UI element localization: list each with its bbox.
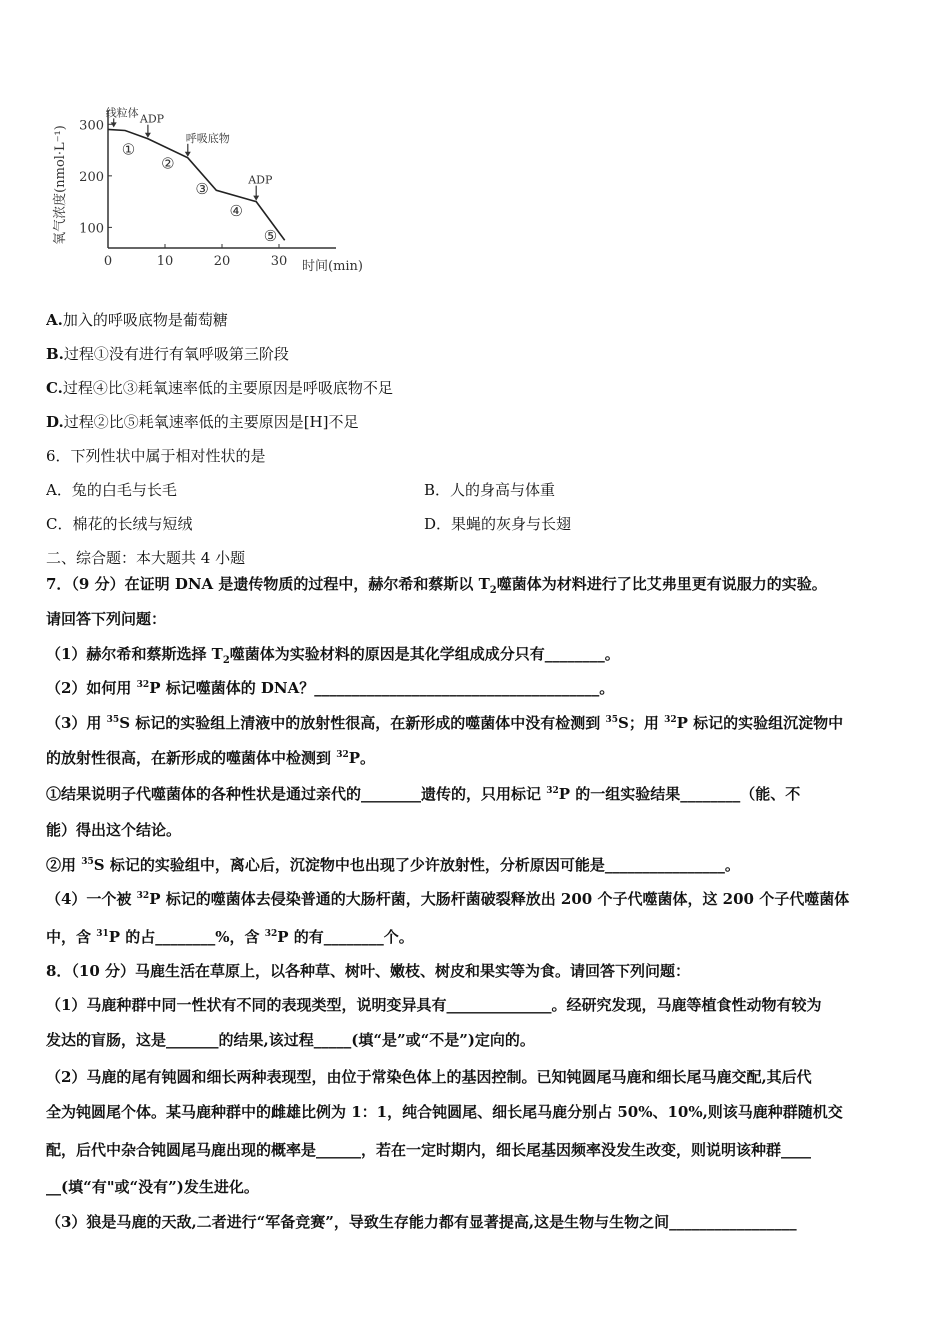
text: S 标记的实验组上清液中的放射性很高，在新形成的噬菌体中没有检测到	[119, 714, 606, 732]
q7-line-11	[46, 926, 904, 948]
text: P 的有________个。	[277, 928, 414, 946]
q6-option-a: A．兔的白毛与长毛	[46, 481, 177, 499]
option-text: 过程①没有进行有氧呼吸第三阶段	[63, 345, 289, 363]
q7-line-8: 能）得出这个结论。	[46, 821, 182, 839]
text: （4）一个被	[46, 890, 137, 908]
annotation-label: 呼吸底物	[185, 131, 230, 145]
text: 7．（9 分）在证明 DNA 是遗传物质的过程中，赫尔希和蔡斯以 T	[46, 575, 490, 593]
q5-option-b	[46, 343, 904, 365]
q7-line-1	[46, 573, 904, 595]
annotation-label: 线粒体	[105, 106, 139, 120]
text: （2）如何用	[46, 679, 137, 697]
chart-annotations	[106, 105, 277, 245]
superscript: 32	[664, 715, 677, 725]
text: 噬菌体为材料进行了比艾弗里更有说服力的实验。	[496, 575, 827, 593]
option-text: 过程④比③耗氧速率低的主要原因是呼吸底物不足	[62, 379, 393, 397]
text: 噬菌体为实验材料的原因是其化学组成成分只有________。	[229, 645, 620, 663]
text: ①结果说明子代噬菌体的各种性状是通过亲代的________遗传的，只用标记	[46, 785, 547, 803]
q8-line-3: 发达的盲肠，这是_______的结果,该过程_____(填“是”或“不是”)定向的。	[46, 1031, 535, 1049]
q7-line-10	[46, 888, 904, 910]
q8-line-8: （3）狼是马鹿的天敌,二者进行“军备竞赛”，导致生存能力都有显著提高,这是生物与生物之间_________________	[46, 1213, 797, 1231]
q8-line-2: （1）马鹿种群中同一性状有不同的表现类型，说明变异具有______________。经研究发现，马鹿等植食性动物有较为	[46, 996, 822, 1014]
superscript: 32	[264, 929, 278, 939]
q8-line-4: （2）马鹿的尾有钝圆和细长两种表现型，由位于常染色体上的基因控制。已知钝圆尾马鹿和细长尾马鹿交配,其后代	[46, 1068, 812, 1086]
text: P 标记的实验组沉淀物中	[676, 714, 844, 732]
option-letter: A.	[46, 311, 63, 329]
q6-row-1	[46, 479, 904, 501]
arrow-head	[253, 196, 259, 201]
chart-xlabel: 时间(min)	[302, 259, 364, 274]
y-tick-label: 200	[79, 169, 104, 185]
q7-line-2: 请回答下列问题：	[46, 610, 167, 628]
x-tick-label: 30	[270, 254, 288, 269]
superscript: 32	[546, 786, 559, 796]
section-heading: 二、综合题：本大题共 4 小题	[46, 549, 246, 567]
q5-option-a	[46, 309, 904, 331]
y-tick-label: 100	[79, 221, 104, 237]
text: P 的占________%，含	[108, 928, 265, 946]
text: P 标记的噬菌体去侵染普通的大肠杆菌，大肠杆菌破裂释放出 200 个子代噬菌体，这 200 个子代噬菌体	[149, 890, 850, 908]
superscript: 35	[106, 715, 120, 725]
segment-label: ⑤	[263, 226, 278, 245]
q7-line-4	[46, 677, 904, 699]
option-text: 过程②比⑤耗氧速率低的主要原因是[H]不足	[63, 413, 359, 431]
subscript: 2	[222, 655, 230, 665]
superscript: 32	[336, 750, 349, 760]
q5-option-c	[46, 377, 904, 399]
q7-line-5	[46, 712, 904, 734]
option-letter: D.	[46, 413, 64, 431]
segment-label: ③	[195, 180, 209, 199]
oxygen-chart	[40, 100, 400, 280]
q7-line-7	[46, 783, 904, 805]
chart-ylabel: 氧气浓度(nmol·L⁻¹)	[53, 125, 68, 245]
text: P 标记噬菌体的 DNA？______________________________________。	[149, 679, 615, 697]
q6-option-d: D．果蝇的灰身与长翅	[424, 515, 572, 533]
q6-option-c: C．棉花的长绒与短绒	[46, 515, 193, 533]
segment-label: ①	[121, 140, 136, 159]
text: 的放射性很高，在新形成的噬菌体中检测到	[46, 749, 337, 767]
superscript: 31	[96, 929, 109, 939]
x-tick-label: 10	[156, 254, 174, 269]
option-letter: C.	[46, 379, 63, 397]
segment-label: ④	[229, 201, 243, 220]
chart-axes	[108, 110, 336, 248]
q8-line-5: 全为钝圆尾个体。某马鹿种群中的雌雄比例为 1：1，纯合钝圆尾、细长尾马鹿分别占 50%、10%,则该马鹿种群随机交	[46, 1103, 843, 1121]
text: P。	[348, 749, 376, 767]
q7-line-3	[46, 643, 904, 665]
option-letter: B.	[46, 345, 64, 363]
text: （1）赫尔希和蔡斯选择 T	[46, 645, 223, 663]
superscript: 35	[81, 857, 94, 867]
arrow-head	[145, 133, 151, 138]
superscript: 35	[605, 715, 619, 725]
annotation-label: ADP	[139, 112, 165, 126]
segment-label: ②	[161, 154, 175, 173]
text: S 标记的实验组中，离心后，沉淀物中也出现了少许放射性，分析原因可能是________________。	[93, 856, 740, 874]
q5-option-d	[46, 411, 904, 433]
superscript: 32	[136, 680, 150, 690]
arrow-head	[111, 122, 117, 127]
q8-line-7: __(填“有"或“没有”)发生进化。	[46, 1178, 259, 1196]
text: S；用	[618, 714, 665, 732]
y-tick-label: 300	[79, 118, 104, 134]
q7-line-6	[46, 747, 904, 769]
subscript: 2	[489, 585, 497, 595]
q7-line-9	[46, 854, 904, 876]
q6-row-2	[46, 513, 904, 535]
text: ②用	[46, 856, 82, 874]
option-text: 加入的呼吸底物是葡萄糖	[62, 311, 228, 329]
q6-stem: 6．下列性状中属于相对性状的是	[46, 447, 266, 465]
x-tick-label: 0	[103, 254, 113, 269]
annotation-label: ADP	[248, 173, 273, 187]
q8-line-1: 8．（10 分）马鹿生活在草原上，以各种草、树叶、嫩枝、树皮和果实等为食。请回答下列问题：	[46, 962, 691, 980]
text: 中，含	[46, 928, 97, 946]
q8-line-6: 配，后代中杂合钝圆尾马鹿出现的概率是______，若在一定时期内，细长尾基因频率没发生改变，则说明该种群____	[46, 1141, 812, 1159]
x-tick-label: 20	[213, 254, 231, 269]
text: P 的一组实验结果________（能、不	[558, 785, 801, 803]
text: （3）用	[46, 714, 107, 732]
superscript: 32	[136, 891, 150, 901]
q6-option-b: B．人的身高与体重	[424, 481, 556, 499]
